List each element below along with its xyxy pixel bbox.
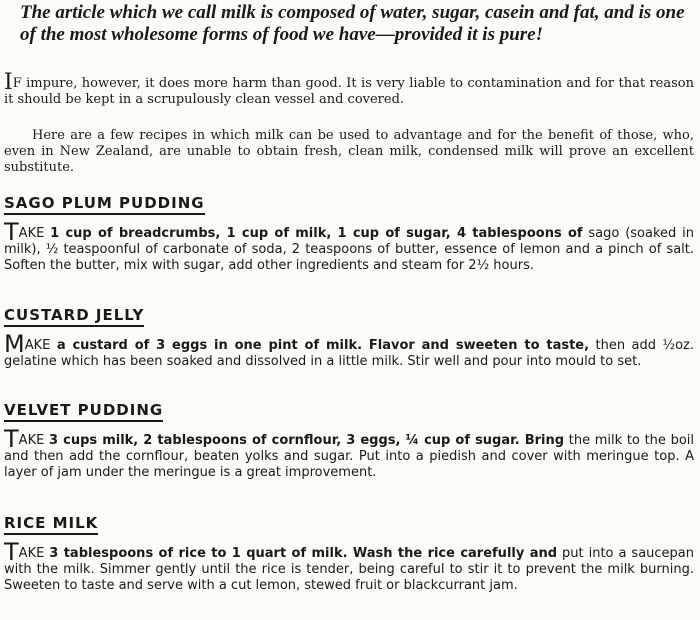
drop-cap: I	[4, 70, 13, 95]
intro-paragraph-2: Here are a few recipes in which milk can be used to advantage and for the benefit of those, who, even in New Zealand, are unable to obtain fresh, clean milk, condensed milk will prove an excellent substitute.	[4, 128, 694, 175]
recipe-text-velvet-pudding	[4, 425, 695, 481]
recipe-title-velvet-pudding: VELVET PUDDING	[4, 401, 163, 422]
recipe-title-rice-milk: RICE MILK	[4, 514, 98, 535]
recipe-method: put into a saucepan with the milk. Simmer gently until the rice is tender, being careful to stir it to prevent the milk burning. Sweeten to taste and serve with a cut lemon, stewed fruit or blackcurrant jam.	[4, 546, 695, 593]
recipe-text-custard-jelly	[4, 330, 694, 370]
recipe-ingredients: 3 cups milk, 2 tablespoons of cornflour, 3 eggs, ¼ cup of sugar. Bring	[49, 433, 565, 448]
recipe-lead: AKE	[18, 226, 45, 241]
recipe-ingredients: 1 cup of breadcrumbs, 1 cup of milk, 1 cup of sugar, 4 tablespoons of	[50, 226, 583, 241]
recipe-ingredients: 3 tablespoons of rice to 1 quart of milk. Wash the rice carefully and	[49, 546, 558, 561]
intro-paragraph-1	[4, 70, 694, 108]
recipe-lead: AKE	[18, 546, 45, 561]
intro-text: The article which we call milk is composed of water, sugar, casein and fat, and is one of the most wholesome forms of food we have—provided it is pure!	[20, 2, 685, 45]
recipe-method: the milk to the boil and then add the cornflour, beaten yolks and sugar. Put into a piedish and cover with meringue top. A layer of jam under the meringue is a great improvement.	[4, 433, 695, 480]
recipe-lead: AKE	[24, 338, 51, 353]
recipe-title-custard-jelly: CUSTARD JELLY	[4, 306, 144, 327]
paragraph-text: F impure, however, it does more harm than good. It is very liable to contamination and for that reason it should be kept in a scrupulously clean vessel and covered.	[4, 76, 694, 107]
recipe-text-rice-milk	[4, 538, 695, 594]
recipe-title-sago-plum-pudding: SAGO PLUM PUDDING	[4, 194, 205, 215]
drop-cap: M	[4, 330, 25, 358]
recipe-method: then add ½oz. gelatine which has been soaked and dissolved in a little milk. Stir well and pour into mould to set.	[4, 338, 694, 369]
drop-cap: T	[4, 218, 19, 246]
recipe-lead: AKE	[18, 433, 45, 448]
drop-cap: T	[4, 425, 19, 453]
recipe-ingredients: a custard of 3 eggs in one pint of milk. Flavor and sweeten to taste,	[56, 338, 590, 353]
drop-cap: T	[4, 538, 19, 566]
recipe-method: sago (soaked in milk), ½ teaspoonful of carbonate of soda, 2 teaspoons of butter, essence of lemon and a pinch of salt. Soften the butter, mix with sugar, add other ingredients and steam for 2½ hours.	[4, 226, 694, 273]
recipe-text-sago-plum-pudding	[4, 218, 694, 274]
